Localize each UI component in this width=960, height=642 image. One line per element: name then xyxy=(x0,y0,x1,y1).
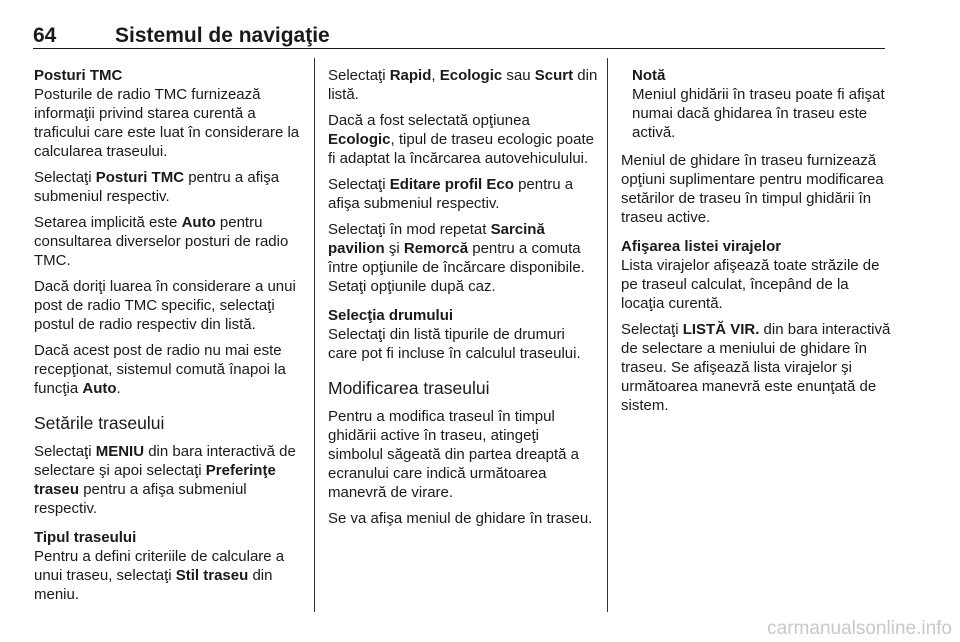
paragraph: Selectaţi MENIU din bara interactivă de selectare şi apoi selectaţi Preferinţe traseu pentru a afişa submeniul respectiv. xyxy=(34,443,296,517)
menu-term: Auto xyxy=(82,380,117,397)
column-divider xyxy=(607,58,608,612)
menu-term: Ecologic xyxy=(328,131,391,148)
paragraph: Se va afişa meniul de ghidare în traseu. xyxy=(328,510,593,527)
section-title-route-settings: Setările traseului xyxy=(34,413,165,433)
section-heading-tmc: Posturi TMC xyxy=(34,67,123,84)
page-header xyxy=(33,22,885,49)
paragraph: Setarea implicită este Auto pentru consultarea diverselor posturi de radio TMC. xyxy=(34,214,289,269)
menu-term: MENIU xyxy=(95,443,145,460)
paragraph: Lista virajelor afişează toate străzile de pe traseul calculat, începând de la locaţia curentă. xyxy=(621,257,880,312)
note-text: Meniul ghidării în traseu poate fi afişat numai dacă ghidarea în traseu este activă. xyxy=(632,86,885,141)
menu-term: Stil traseu xyxy=(175,567,249,584)
section-heading-route-type: Tipul traseului xyxy=(34,529,137,546)
paragraph: Meniul de ghidare în traseu furnizează opţiuni suplimentare pentru modificarea setărilor de traseu în timpul ghidării în traseu active. xyxy=(621,152,884,226)
note-title: Notă xyxy=(632,67,666,84)
paragraph: Dacă a fost selectată opţiunea Ecologic, tipul de traseu ecologic poate fi adaptat la încărcarea autovehiculului. xyxy=(328,112,594,167)
menu-term: Sarcină pavilion xyxy=(328,221,545,257)
column-2 xyxy=(328,66,598,535)
menu-term: Rapid xyxy=(389,67,432,84)
menu-term: Auto xyxy=(181,214,216,231)
section-title-route-change: Modificarea traseului xyxy=(328,378,490,398)
paragraph: Posturile de radio TMC furnizează informaţii privind starea curentă a traficului care este luat în considerare la calcularea traseului. xyxy=(34,86,300,160)
menu-term: Editare profil Eco xyxy=(389,176,514,193)
note-box xyxy=(621,66,891,142)
section-heading-road-selection: Selecţia drumului xyxy=(328,307,454,324)
menu-term: Preferinţe traseu xyxy=(34,462,276,498)
page-number: 64 xyxy=(33,24,57,47)
watermark: carmanualsonline.info xyxy=(767,618,952,639)
paragraph: Dacă doriţi luarea în considerare a unui post de radio TMC specific, selectaţi postul de radio respectiv din listă. xyxy=(34,278,296,333)
paragraph: Selectaţi Posturi TMC pentru a afişa submeniul respectiv. xyxy=(34,169,280,205)
paragraph: Selectaţi în mod repetat Sarcină pavilion şi Remorcă pentru a comuta între opţiunile de încărcare disponibile. Setaţi opţiunile după caz. xyxy=(328,221,585,295)
paragraph: Selectaţi Editare profil Eco pentru a afişa submeniul respectiv. xyxy=(328,176,574,212)
menu-term: Remorcă xyxy=(403,240,469,257)
paragraph: Selectaţi din listă tipurile de drumuri care pot fi incluse în calculul traseului. xyxy=(328,326,581,362)
paragraph: Pentru a modifica traseul în timpul ghidării active în traseu, atingeţi simbolul săgeată din partea dreaptă a ecranului care indică următoarea manevră de virare. xyxy=(328,408,580,501)
section-heading-turn-list: Afişarea listei virajelor xyxy=(621,238,782,255)
paragraph: Dacă acest post de radio nu mai este recepţionat, sistemul comută înapoi la funcţia Auto. xyxy=(34,342,286,397)
menu-term: LISTĂ VIR. xyxy=(682,321,760,338)
menu-term: Posturi TMC xyxy=(95,169,185,186)
paragraph: Selectaţi Rapid, Ecologic sau Scurt din listă. xyxy=(328,67,598,103)
menu-term: Scurt xyxy=(534,67,574,84)
column-1 xyxy=(34,66,304,611)
column-divider xyxy=(314,58,315,612)
chapter-title: Sistemul de navigaţie xyxy=(115,24,330,47)
column-3 xyxy=(621,66,891,422)
menu-term: Ecologic xyxy=(439,67,503,84)
paragraph: Pentru a defini criteriile de calculare a unui traseu, selectaţi Stil traseu din meniu. xyxy=(34,548,285,603)
paragraph: Selectaţi LISTĂ VIR. din bara interactivă de selectare a meniului de ghidare în traseu. Se afişează lista virajelor şi următoarea manevră este enunţată de sistem. xyxy=(621,321,891,414)
